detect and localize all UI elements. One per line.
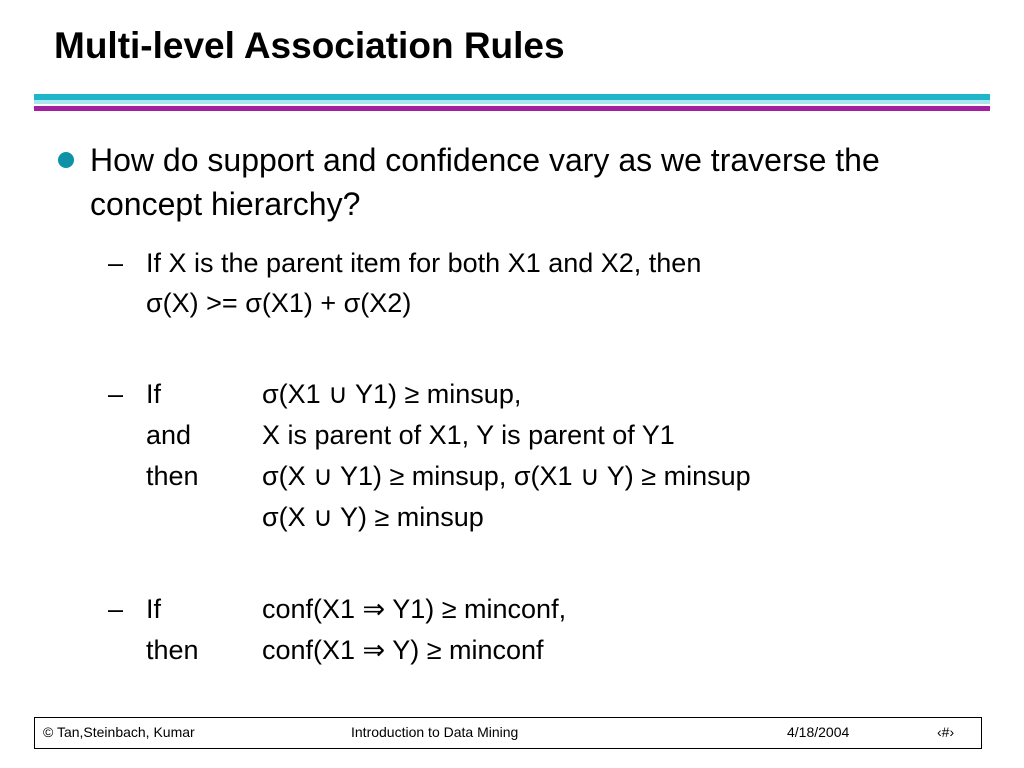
sub-bullet-dash-2: – bbox=[108, 379, 124, 409]
sub2-expr-2: X is parent of X1, Y is parent of Y1 bbox=[262, 420, 675, 450]
sub3-expr-1: conf(X1 ⇒ Y1) ≥ minconf, bbox=[262, 594, 567, 624]
sub2-expr-1: σ(X1 ∪ Y1) ≥ minsup, bbox=[262, 379, 522, 409]
footer-page-number: ‹#› bbox=[937, 724, 955, 740]
title-rule-light bbox=[34, 100, 990, 104]
sub2-expr-3: σ(X ∪ Y1) ≥ minsup, σ(X1 ∪ Y) ≥ minsup bbox=[262, 461, 751, 491]
bullet-icon bbox=[58, 152, 74, 168]
sub3-keyword-if: If bbox=[146, 594, 162, 624]
main-bullet-text: How do support and confidence vary as we traverse the concept hierarchy? bbox=[90, 142, 880, 222]
sub1-line1: If X is the parent item for both X1 and X2, then bbox=[146, 248, 702, 278]
sub-bullet-dash-1: – bbox=[108, 248, 124, 278]
sub2-keyword-then: then bbox=[146, 461, 199, 491]
sub2-keyword-if: If bbox=[146, 379, 162, 409]
sub3-keyword-then: then bbox=[146, 635, 199, 665]
footer-copyright: © Tan,Steinbach, Kumar bbox=[43, 724, 195, 740]
slide-title: Multi-level Association Rules bbox=[54, 25, 565, 66]
sub2-expr-4: σ(X ∪ Y) ≥ minsup bbox=[262, 502, 484, 532]
sub3-expr-2: conf(X1 ⇒ Y) ≥ minconf bbox=[262, 635, 544, 665]
sub2-keyword-and: and bbox=[146, 420, 192, 450]
footer-date: 4/18/2004 bbox=[787, 724, 850, 740]
title-rule-purple bbox=[34, 106, 990, 111]
footer-course: Introduction to Data Mining bbox=[351, 724, 519, 740]
sub-bullet-dash-3: – bbox=[108, 594, 124, 624]
sub1-line2: σ(X) >= σ(X1) + σ(X2) bbox=[146, 288, 412, 318]
slide-footer bbox=[34, 717, 982, 749]
